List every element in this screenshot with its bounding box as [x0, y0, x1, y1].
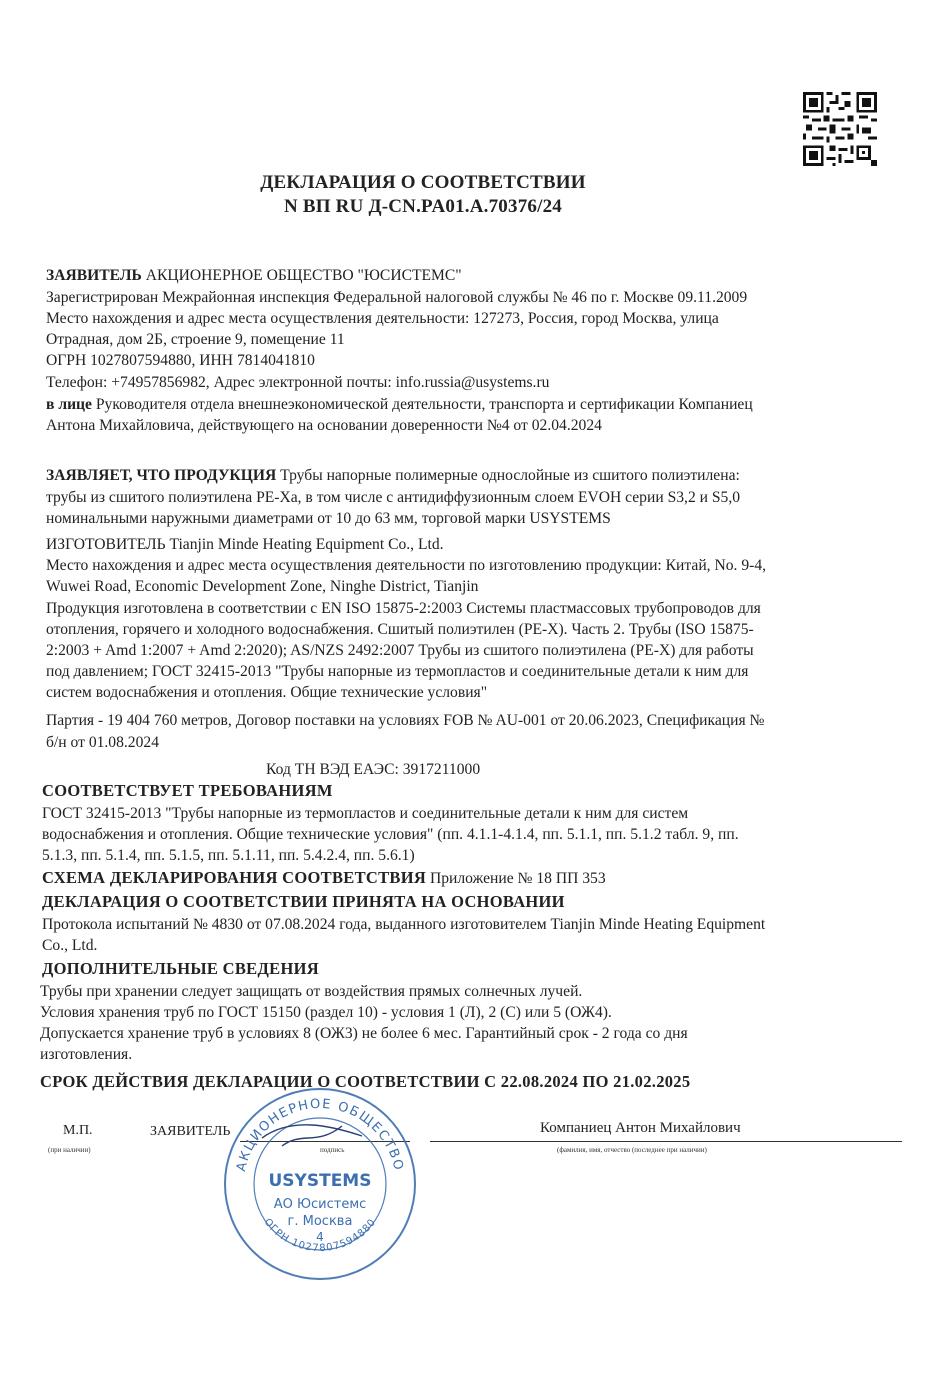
- stamp-line2: г. Москва: [287, 1214, 353, 1229]
- product-text: Трубы напорные полимерные однослойные из сшитого полиэтилена:: [276, 467, 740, 484]
- scheme-text: Приложение № 18 ПП 353: [426, 870, 606, 887]
- stamp-brand: USYSTEMS: [268, 1171, 372, 1191]
- scheme-header: СХЕМА ДЕКЛАРИРОВАНИЯ СООТВЕТСТВИЯ: [42, 868, 427, 887]
- extra-header: ДОПОЛНИТЕЛЬНЫЕ СВЕДЕНИЯ: [42, 959, 319, 978]
- applicant-heading: [46, 266, 462, 286]
- product-line: трубы из сшитого полиэтилена PE-Xa, в том числе с антидиффузионным слоем EVOH серии S3,2 и S5,0: [46, 489, 741, 506]
- name-note: (фамилия, имя, отчество (последнее при наличии): [557, 1146, 707, 1154]
- applicant-line: Зарегистрирован Межрайонная инспекция Федеральной налоговой службы № 46 по г. Москве 09.11.2009: [46, 289, 748, 306]
- product-heading: [46, 466, 740, 486]
- person-label: в лице: [46, 396, 92, 413]
- applicant-label: ЗАЯВИТЕЛЬ: [46, 267, 142, 284]
- stamp-ring-text: АКЦИОНЕРНОЕ ОБЩЕСТВО: [234, 1096, 406, 1173]
- qr-code: [803, 92, 877, 166]
- product-line: 2:2003 + Amd 1:2007 + Amd 2:2020); AS/NZS 2492:2007 Трубы из сшитого полиэтилена (PE-X) для работы: [46, 642, 754, 659]
- stamp-line1: АО Юсистемс: [273, 1197, 367, 1212]
- basis-line: Протокола испытаний № 4830 от 07.08.2024 года, выданного изготовителем Tianjin Minde Heating Equipment: [42, 916, 766, 933]
- product-line: систем водоснабжения и отопления. Общие технические условия": [46, 684, 488, 701]
- applicant-line: Место нахождения и адрес места осуществления деятельности: 127273, Россия, город Москва, улица: [46, 310, 719, 327]
- requirements-line: 5.1.3, пп. 5.1.4, пп. 5.1.5, пп. 5.1.11, пп. 5.4.2.4, пп. 5.6.1): [42, 847, 415, 864]
- applicant-line: Отрадная, дом 2Б, строение 9, помещение 11: [46, 331, 345, 348]
- mp-label: М.П.: [63, 1123, 93, 1138]
- tnved-code: Код ТН ВЭД ЕАЭС: 3917211000: [266, 761, 481, 778]
- extra-line: Трубы при хранении следует защищать от воздействия прямых солнечных лучей.: [40, 983, 583, 1000]
- product-line: номинальными наружными диаметрами от 10 до 63 мм, торговой марки USYSTEMS: [46, 510, 611, 527]
- extra-line: Условия хранения труб по ГОСТ 15150 (раздел 10) - условия 1 (Л), 2 (С) или 5 (ОЖ4).: [40, 1004, 612, 1021]
- batch-line: б/н от 01.08.2024: [46, 734, 159, 751]
- requirements-header: СООТВЕТСТВУЕТ ТРЕБОВАНИЯМ: [42, 781, 333, 800]
- product-line: отопления, горячего и холодного водоснабжения. Сшитый полиэтилен (PE-X). Часть 2. Трубы (ISO 15875-: [46, 621, 754, 638]
- scheme-row: [42, 868, 606, 889]
- signatory-name: Компаниец Антон Михайлович: [540, 1120, 741, 1136]
- product-line: Место нахождения и адрес места осуществления деятельности по изготовлению продукции: Китай, No. 9-4,: [46, 557, 767, 574]
- extra-line: изготовления.: [40, 1046, 133, 1063]
- document-title: ДЕКЛАРАЦИЯ О СООТВЕТСТВИИ: [260, 172, 586, 193]
- mp-note: (при наличии): [48, 1146, 91, 1154]
- signature-note: подпись: [320, 1146, 345, 1154]
- batch-line: Партия - 19 404 760 метров, Договор поставки на условиях FOB № AU-001 от 20.06.2023, Спецификация №: [46, 712, 765, 729]
- applicant-representative: [46, 395, 753, 415]
- person-text: Руководителя отдела внешнеэкономической деятельности, транспорта и сертификации Компаниец: [91, 396, 753, 413]
- stamp-ogrn: ОГРН 1027807594880: [261, 1216, 379, 1255]
- applicant-line: ОГРН 1027807594880, ИНН 7814041810: [46, 352, 315, 369]
- product-label: ЗАЯВЛЯЕТ, ЧТО ПРОДУКЦИЯ: [46, 467, 277, 484]
- product-line: ИЗГОТОВИТЕЛЬ Tianjin Minde Heating Equipment Co., Ltd.: [46, 536, 444, 553]
- applicant-name: АКЦИОНЕРНОЕ ОБЩЕСТВО "ЮСИСТЕМС": [141, 267, 462, 284]
- product-line: Продукция изготовлена в соответствии с EN ISO 15875-2:2003 Системы пластмассовых трубопроводов для: [46, 600, 761, 617]
- requirements-line: водоснабжения и отопления. Общие технические условия" (пп. 4.1.1-4.1.4, пп. 5.1.1, пп. 5.1.2 табл. 9, пп.: [42, 826, 739, 843]
- declaration-number: N ВП RU Д-CN.PA01.A.70376/24: [284, 196, 562, 217]
- company-stamp: [222, 1086, 418, 1282]
- stamp-line3: 4: [316, 1230, 324, 1244]
- applicant-representative-cont: Антона Михайловича, действующего на основании доверенности №4 от 02.04.2024: [46, 417, 602, 434]
- handwritten-signature: [262, 1125, 362, 1146]
- extra-line: Допускается хранение труб в условиях 8 (ОЖ3) не более 6 мес. Гарантийный срок - 2 года со дня: [40, 1025, 688, 1042]
- name-line: [430, 1141, 902, 1142]
- basis-line: Co., Ltd.: [42, 937, 98, 954]
- requirements-line: ГОСТ 32415-2013 "Трубы напорные из термопластов и соединительные детали к ним для систем: [42, 805, 689, 822]
- validity-header: СРОК ДЕЙСТВИЯ ДЕКЛАРАЦИИ О СООТВЕТСТВИИ С 22.08.2024 ПО 21.02.2025: [40, 1072, 691, 1091]
- product-line: под давлением; ГОСТ 32415-2013 "Трубы напорные из термопластов и соединительные детали к ним для: [46, 663, 749, 680]
- basis-header: ДЕКЛАРАЦИЯ О СООТВЕТСТВИИ ПРИНЯТА НА ОСНОВАНИИ: [42, 892, 565, 911]
- applicant-sign-label: ЗАЯВИТЕЛЬ: [150, 1124, 231, 1139]
- product-line: Wuwei Road, Economic Development Zone, Ninghe District, Tianjin: [46, 578, 479, 595]
- applicant-line: Телефон: +74957856982, Адрес электронной почты: info.russia@usystems.ru: [46, 374, 550, 391]
